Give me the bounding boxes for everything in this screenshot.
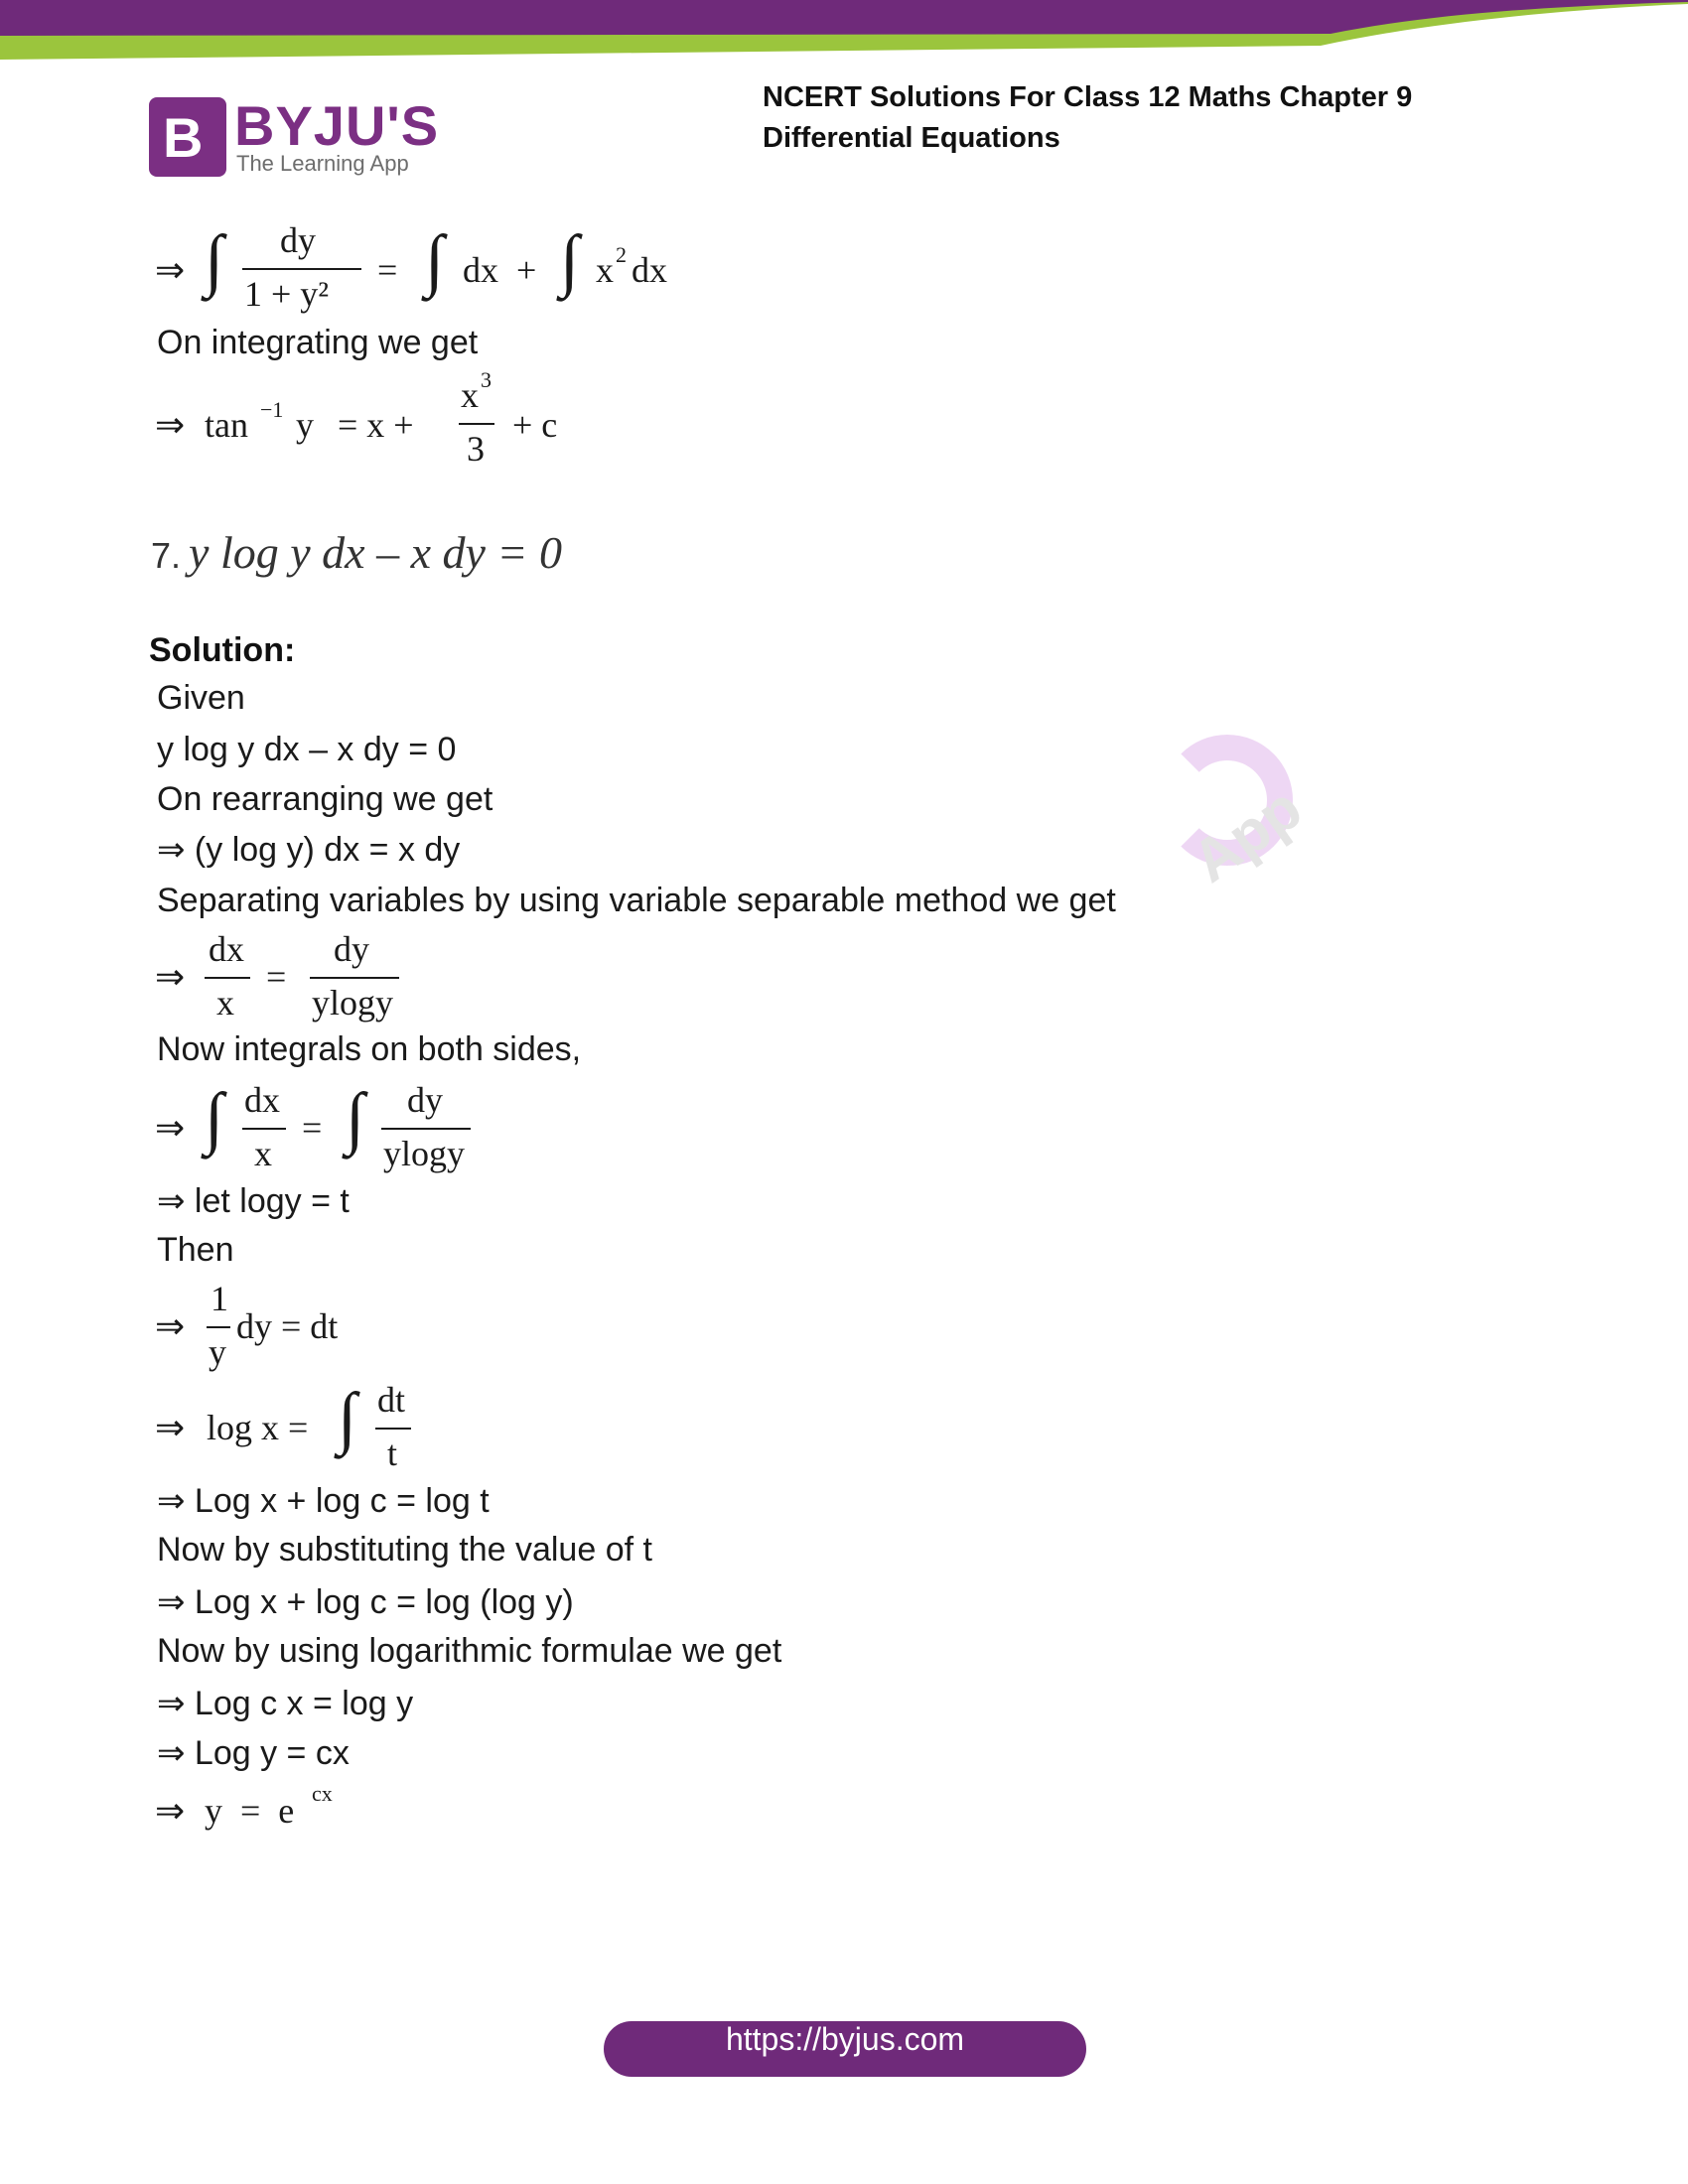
integral-symbol: ∫ xyxy=(205,1080,224,1157)
fraction-bar xyxy=(205,977,250,979)
implies-symbol: ⇒ xyxy=(155,957,186,997)
term-dx: dx xyxy=(463,250,498,290)
implies-symbol: ⇒ xyxy=(155,1408,186,1447)
fraction-bar xyxy=(207,1326,230,1328)
fraction-bar xyxy=(459,423,494,425)
equals-sign: = xyxy=(266,957,287,997)
text-line: Then xyxy=(157,1231,234,1269)
term-tan: tan xyxy=(205,405,248,445)
fraction-bar xyxy=(242,1128,286,1130)
fraction-denominator: ylogy xyxy=(312,983,394,1023)
implies-symbol: ⇒ xyxy=(155,1108,186,1148)
equation-line: ⇒ Log y = cx xyxy=(157,1734,350,1772)
integral-symbol: ∫ xyxy=(338,1380,357,1456)
text-line: Now integrals on both sides, xyxy=(157,1030,582,1068)
fraction-denominator: 1 + y² xyxy=(244,274,330,314)
superscript: 2 xyxy=(616,242,627,267)
equation-body: y = e xyxy=(205,1791,295,1831)
watermark-text: App xyxy=(1180,773,1314,895)
integral-symbol: ∫ xyxy=(560,222,580,299)
superscript: 3 xyxy=(481,367,492,392)
term-y: y xyxy=(296,405,314,445)
equation-line: y log y dx – x dy = 0 xyxy=(157,731,457,768)
fraction-numerator: dy xyxy=(407,1080,443,1120)
equals-sign: = xyxy=(377,250,398,290)
fraction-bar xyxy=(242,268,361,270)
equation-rest: dy = dt xyxy=(236,1306,339,1346)
text-line: Now by using logarithmic formulae we get xyxy=(157,1632,782,1670)
document-title-line-2: Differential Equations xyxy=(763,122,1060,154)
question-7 xyxy=(151,526,562,579)
superscript: cx xyxy=(312,1781,333,1806)
document-title xyxy=(763,77,1458,159)
integral-symbol: ∫ xyxy=(205,222,224,299)
equation-line: ⇒ Log x + log c = log t xyxy=(157,1482,490,1520)
term-dx: dx xyxy=(632,250,667,290)
term-constant: + c xyxy=(512,405,558,445)
document-title-line-1: NCERT Solutions For Class 12 Maths Chapter 9 xyxy=(763,81,1413,113)
text-line: Given xyxy=(157,679,245,717)
top-banner xyxy=(0,0,1688,60)
byjus-logo xyxy=(149,94,440,179)
plus-sign: + xyxy=(516,250,537,290)
fraction-numerator: dy xyxy=(280,220,316,260)
text-line: On integrating we get xyxy=(157,324,479,361)
fraction-bar xyxy=(381,1128,471,1130)
question-number: 7. xyxy=(151,535,182,576)
logo-name: BYJU'S xyxy=(234,94,440,157)
footer-url-button[interactable] xyxy=(604,2021,1086,2077)
fraction-numerator: 1 xyxy=(211,1279,228,1318)
fraction-denominator: t xyxy=(387,1433,398,1473)
fraction-numerator: dt xyxy=(377,1380,406,1420)
implies-symbol: ⇒ xyxy=(155,405,186,445)
footer-url[interactable]: https://byjus.com xyxy=(725,2021,965,2057)
superscript: −1 xyxy=(260,397,284,422)
question-equation: y log y dx – x dy = 0 xyxy=(189,527,562,578)
equals-sign: = xyxy=(302,1108,323,1148)
integral-symbol: ∫ xyxy=(425,222,445,299)
logo-b-icon: B xyxy=(149,97,226,177)
fraction-numerator: dx xyxy=(244,1080,280,1120)
fraction-numerator: dx xyxy=(209,929,244,969)
term-x: x xyxy=(596,250,614,290)
fraction-numerator: dy xyxy=(334,929,369,969)
logo-tagline: The Learning App xyxy=(236,151,409,176)
implies-symbol: ⇒ xyxy=(155,1791,186,1831)
implies-symbol: ⇒ xyxy=(155,250,186,290)
equation-line: ⇒ (y log y) dx = x dy xyxy=(157,831,461,869)
fraction-denominator: x xyxy=(254,1134,272,1173)
fraction-denominator: ylogy xyxy=(383,1134,466,1173)
equation-line: ⇒ let logy = t xyxy=(157,1182,350,1220)
fraction-denominator: y xyxy=(209,1332,226,1372)
implies-symbol: ⇒ xyxy=(155,1306,186,1346)
equation-line: ⇒ Log x + log c = log (log y) xyxy=(157,1583,574,1621)
text-line: Separating variables by using variable separable method we get xyxy=(157,882,1116,919)
solution-heading: Solution: xyxy=(149,631,296,669)
text-line: On rearranging we get xyxy=(157,780,493,818)
equation-rest: = x + xyxy=(338,405,414,445)
equation-line: ⇒ Log c x = log y xyxy=(157,1685,414,1722)
fraction-denominator: 3 xyxy=(467,429,485,469)
fraction-bar xyxy=(310,977,399,979)
integral-symbol: ∫ xyxy=(346,1080,365,1157)
fraction-denominator: x xyxy=(216,983,234,1023)
watermark xyxy=(1152,715,1321,953)
fraction-bar xyxy=(375,1428,411,1430)
fraction-numerator: x xyxy=(461,375,479,415)
text-line: Now by substituting the value of t xyxy=(157,1531,652,1569)
equation-left: log x = xyxy=(207,1408,309,1447)
